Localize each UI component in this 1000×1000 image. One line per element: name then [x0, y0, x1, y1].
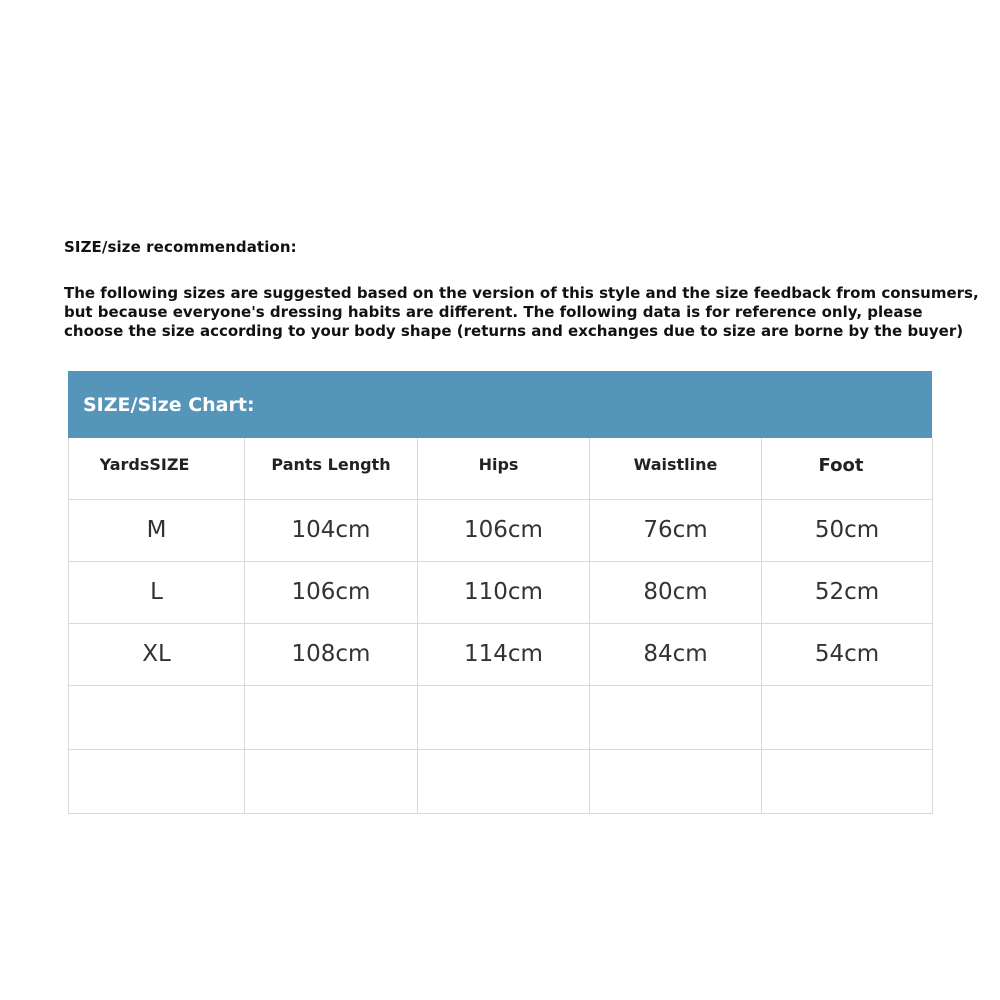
column-header-waistline: Waistline — [590, 438, 762, 499]
note-line: The following sizes are suggested based on the version of this style and the size feedback from consumers, — [64, 284, 979, 302]
table-cell-size: XL — [69, 623, 245, 685]
table-cell: 76cm — [590, 499, 762, 561]
table-cell: 108cm — [245, 623, 418, 685]
table-cell-size: L — [69, 561, 245, 623]
table-header-row — [69, 438, 933, 499]
table-cell-empty — [418, 749, 590, 813]
table-cell: 104cm — [245, 499, 418, 561]
size-chart-title: SIZE/Size Chart: — [83, 393, 255, 416]
column-header-hips: Hips — [418, 438, 590, 499]
table-cell-empty — [762, 749, 933, 813]
note-line: choose the size according to your body shape (returns and exchanges due to size are borne by the buyer) — [64, 322, 964, 340]
column-header-pants-length: Pants Length — [245, 438, 418, 499]
table-cell: 106cm — [245, 561, 418, 623]
table-cell: 54cm — [762, 623, 933, 685]
table-row — [69, 623, 933, 685]
size-chart-table — [68, 438, 933, 814]
size-chart — [68, 371, 932, 814]
table-row-empty — [69, 685, 933, 749]
table-cell: 52cm — [762, 561, 933, 623]
table-cell: 110cm — [418, 561, 590, 623]
table-cell-empty — [590, 685, 762, 749]
table-cell: 50cm — [762, 499, 933, 561]
table-cell: 114cm — [418, 623, 590, 685]
table-cell: 84cm — [590, 623, 762, 685]
table-cell-size: M — [69, 499, 245, 561]
table-cell-empty — [762, 685, 933, 749]
table-cell-empty — [245, 685, 418, 749]
table-cell-empty — [69, 685, 245, 749]
size-chart-banner — [68, 371, 932, 438]
note-line: but because everyone's dressing habits are different. The following data is for reference only, please — [64, 303, 923, 321]
table-cell-empty — [69, 749, 245, 813]
table-cell: 80cm — [590, 561, 762, 623]
table-cell-empty — [245, 749, 418, 813]
table-cell: 106cm — [418, 499, 590, 561]
table-cell-empty — [418, 685, 590, 749]
column-header-size: YardsSIZE — [69, 438, 245, 499]
table-row — [69, 499, 933, 561]
size-recommendation-note — [64, 284, 979, 341]
table-cell-empty — [590, 749, 762, 813]
size-recommendation-heading: SIZE/size recommendation: — [64, 238, 297, 256]
table-row — [69, 561, 933, 623]
table-row-empty — [69, 749, 933, 813]
column-header-foot: Foot — [762, 438, 933, 499]
